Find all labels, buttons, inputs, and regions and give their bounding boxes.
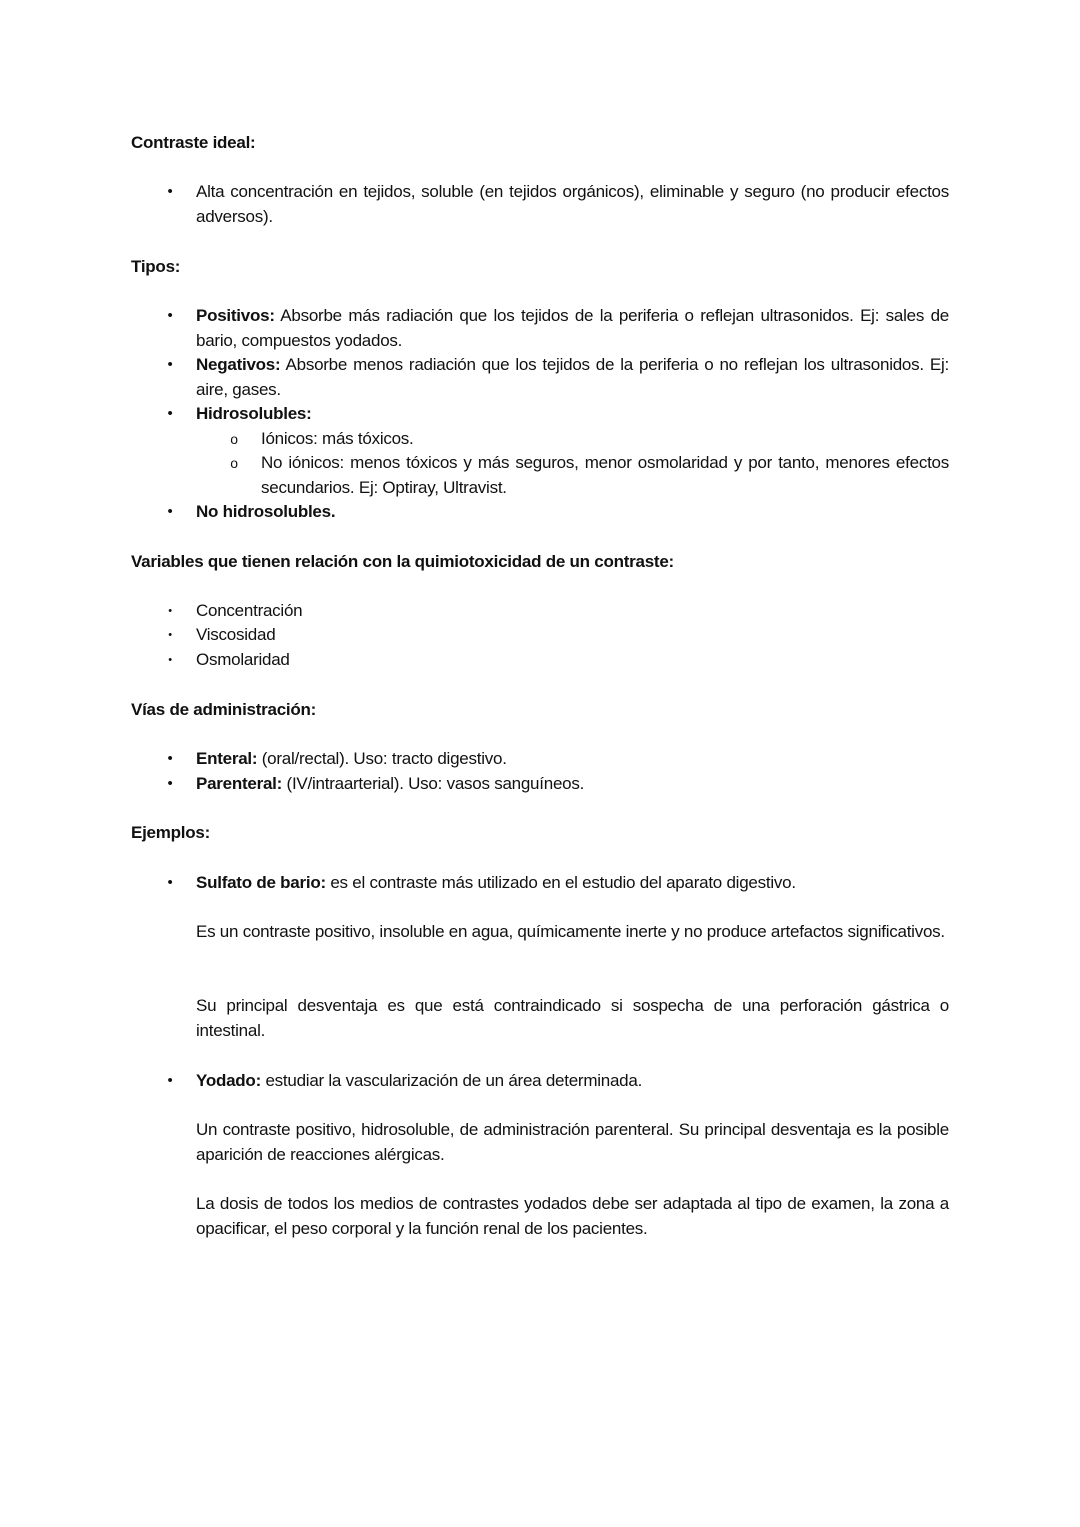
desc-enteral: (oral/rectal). Uso: tracto digestivo. bbox=[257, 749, 507, 768]
list-item-text: Viscosidad bbox=[196, 625, 276, 644]
bullet-icon: • bbox=[167, 356, 173, 373]
bullet-icon: • bbox=[168, 654, 172, 666]
term-enteral: Enteral: bbox=[196, 749, 258, 768]
term-yodado: Yodado: bbox=[196, 1071, 261, 1090]
bullet-icon: • bbox=[167, 503, 173, 520]
desc-sulfato-bario: es el contraste más utilizado en el estudio del aparato digestivo. bbox=[325, 873, 796, 892]
list-item-text: Concentración bbox=[196, 601, 303, 620]
term-no-hidrosolubles: No hidrosolubles. bbox=[196, 502, 336, 521]
bullet-icon: • bbox=[167, 405, 173, 422]
heading-contraste-ideal: Contraste ideal: bbox=[131, 133, 256, 152]
desc-yodado: estudiar la vascularización de un área determinada. bbox=[260, 1071, 643, 1090]
bullet-icon: • bbox=[167, 874, 173, 891]
desc-negativos: Absorbe menos radiación que los tejidos de la periferia o no reflejan los ultrasonidos. Ej: aire, gases. bbox=[196, 355, 949, 399]
sublist-item-text: Iónicos: más tóxicos. bbox=[261, 429, 414, 448]
desc-parenteral: (IV/intraarterial). Uso: vasos sanguíneos. bbox=[282, 774, 585, 793]
bullet-icon: • bbox=[167, 750, 173, 767]
term-positivos: Positivos: bbox=[196, 306, 275, 325]
heading-tipos: Tipos: bbox=[131, 257, 181, 276]
term-hidrosolubles: Hidrosolubles: bbox=[196, 404, 312, 423]
heading-variables: Variables que tienen relación con la quimiotoxicidad de un contraste: bbox=[131, 552, 674, 571]
paragraph-yodado-2: La dosis de todos los medios de contrastes yodados debe ser adaptada al tipo de examen, la zona a opacificar, el peso corporal y la función renal de los pacientes. bbox=[196, 1194, 949, 1238]
sublist-item-text: No iónicos: menos tóxicos y más seguros, menor osmolaridad y por tanto, menores efectos secundarios. Ej: Optiray, Ultravist. bbox=[261, 453, 949, 497]
circle-bullet-icon: o bbox=[230, 431, 238, 447]
bullet-icon: • bbox=[167, 183, 173, 200]
heading-vias: Vías de administración: bbox=[131, 700, 317, 719]
bullet-icon: • bbox=[168, 629, 172, 641]
list-item: Alta concentración en tejidos, soluble (en tejidos orgánicos), eliminable y seguro (no producir efectos adversos). bbox=[196, 182, 949, 226]
list-item-text: Osmolaridad bbox=[196, 650, 290, 669]
paragraph-yodado-1: Un contraste positivo, hidrosoluble, de administración parenteral. Su principal desventaja es la posible aparición de reacciones alérgicas. bbox=[196, 1120, 949, 1164]
circle-bullet-icon: o bbox=[230, 455, 238, 471]
term-sulfato-bario: Sulfato de bario: bbox=[196, 873, 326, 892]
paragraph-sulfato-2: Su principal desventaja es que está contraindicado si sospecha de una perforación gástrica o intestinal. bbox=[196, 996, 949, 1040]
bullet-icon: • bbox=[167, 307, 173, 324]
desc-positivos: Absorbe más radiación que los tejidos de la periferia o reflejan ultrasonidos. Ej: sales de bario, compuestos yodados. bbox=[196, 306, 949, 350]
heading-ejemplos: Ejemplos: bbox=[131, 823, 210, 842]
bullet-icon: • bbox=[168, 605, 172, 617]
paragraph-sulfato-1: Es un contraste positivo, insoluble en agua, químicamente inerte y no produce artefactos significativos. bbox=[196, 922, 945, 941]
bullet-icon: • bbox=[167, 1072, 173, 1089]
term-negativos: Negativos: bbox=[196, 355, 281, 374]
term-parenteral: Parenteral: bbox=[196, 774, 283, 793]
bullet-icon: • bbox=[167, 775, 173, 792]
